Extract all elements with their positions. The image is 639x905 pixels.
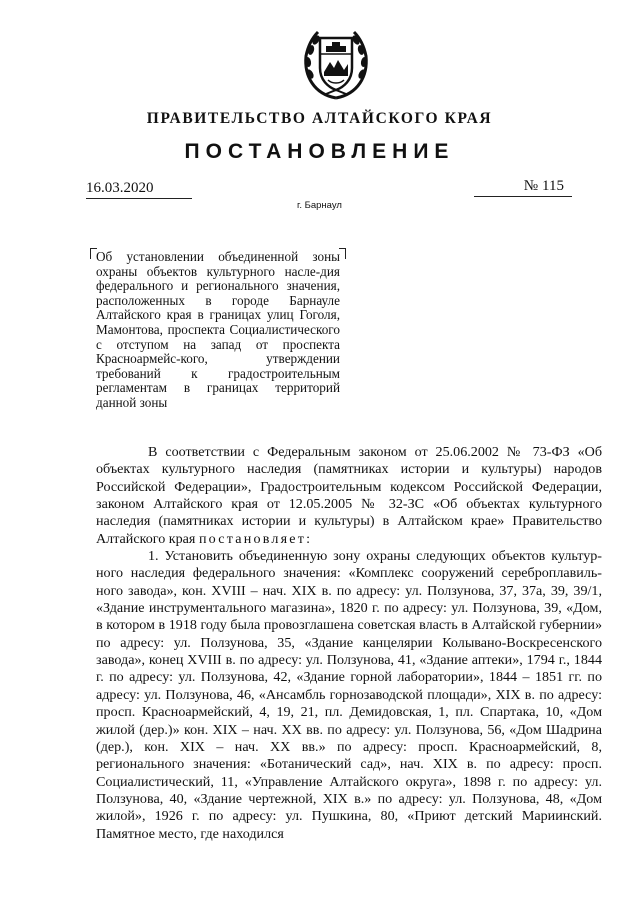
- number-sign-label: №: [523, 178, 539, 194]
- document-date: 16.03.2020: [86, 180, 192, 199]
- number-value: 115: [542, 178, 564, 194]
- subject-bracket-left: [90, 248, 97, 259]
- document-number: [474, 178, 572, 197]
- document-type-title: ПОСТАНОВЛЕНИЕ: [184, 140, 455, 163]
- item-1-paragraph: 1. Установить объединенную зону охраны следующих объектов культур-ного наследия федерального значения: «Комплекс сооружений сереброплавиль-ного завода», кон. XVIII – нач. XIX в. по адресу: ул. Ползунова, 37, 37а, 39, 39/1, «Здание инструментального магазина», 1820 г. по адресу: ул. Ползунова, 39, «Дом, в котором в 1918 году была провозглашена советская власть в Алтайской губернии» по адресу: ул. Ползунова, 35, «Здание канцелярии Колывано-Воскресенского завода», конец XVIII в. по адресу: ул. Ползунова, 41, «Здание аптеки», 1794 г., 1844 г. по адресу: ул. Ползунова, 42, «Здание горной лаборатории», 1844 – 1851 гг. по адресу: ул. Ползунова, 46, «Ансамбль горнозаводской площади», XIX в. по адресу: просп. Красноармейский, 4, 19, 21, пл. Демидовская, 1, пл. Спартака, 10, «Дом жилой (дер.)» кон. XIX – нач. XX вв. по адресу: ул. Ползунова, 56, «Дом Шадрина (дер.), кон. XIX – нач. XX вв.» по адресу: просп. Красноармейский, 8, регионального значения: «Ботанический сад», нач. XIX в. по адресу: просп. Социалистический, 11, «Управление Алтайского округа», 1898 г. по адресу: ул. Ползунова, 40, «Здание чертежной, XIX в.» по адресу: ул. Ползунова, 48, «Дом жилой», 1926 г. по адресу: ул. Пушкина, 80, «Приют детский Мариинский. Памятное место, где находился: [96, 548, 602, 842]
- preamble-paragraph: [96, 444, 602, 548]
- preamble-text: В соответствии с Федеральным законом от 25.06.2002 № 73-ФЗ «Об объектах культурного наследия (памятниках истории и культуры) народов Российской Федерации», Градостроительным кодексом Российской Федерации, законом Алтайского края от 12.05.2005 № 32-ЗС «Об объектах культурного наследия (памятниках истории и культуры) в Алтайском крае» Правительство Алтайского края: [96, 444, 602, 547]
- subject-bracket-right: [339, 248, 346, 259]
- preamble-verb: постановляет:: [198, 530, 313, 547]
- subject-text: Об установлении объединенной зоны охраны объектов культурного насле-дия федерального и регионального значения, расположенных в городе Барнауле Алтайского края в границах улиц Гоголя, Мамонтова, проспекта Социалистического с отступом на запад от проспекта Красноармейс-кого, утверждении требований к градостроительным регламентам в границах территорий данной зоны: [96, 249, 340, 410]
- city-label: г. Барнаул: [297, 200, 342, 211]
- altai-krai-coat-of-arms-icon: [296, 24, 376, 104]
- document-subject: [96, 250, 340, 411]
- government-title: ПРАВИТЕЛЬСТВО АЛТАЙСКОГО КРАЯ: [146, 110, 493, 127]
- document-body: [96, 444, 602, 843]
